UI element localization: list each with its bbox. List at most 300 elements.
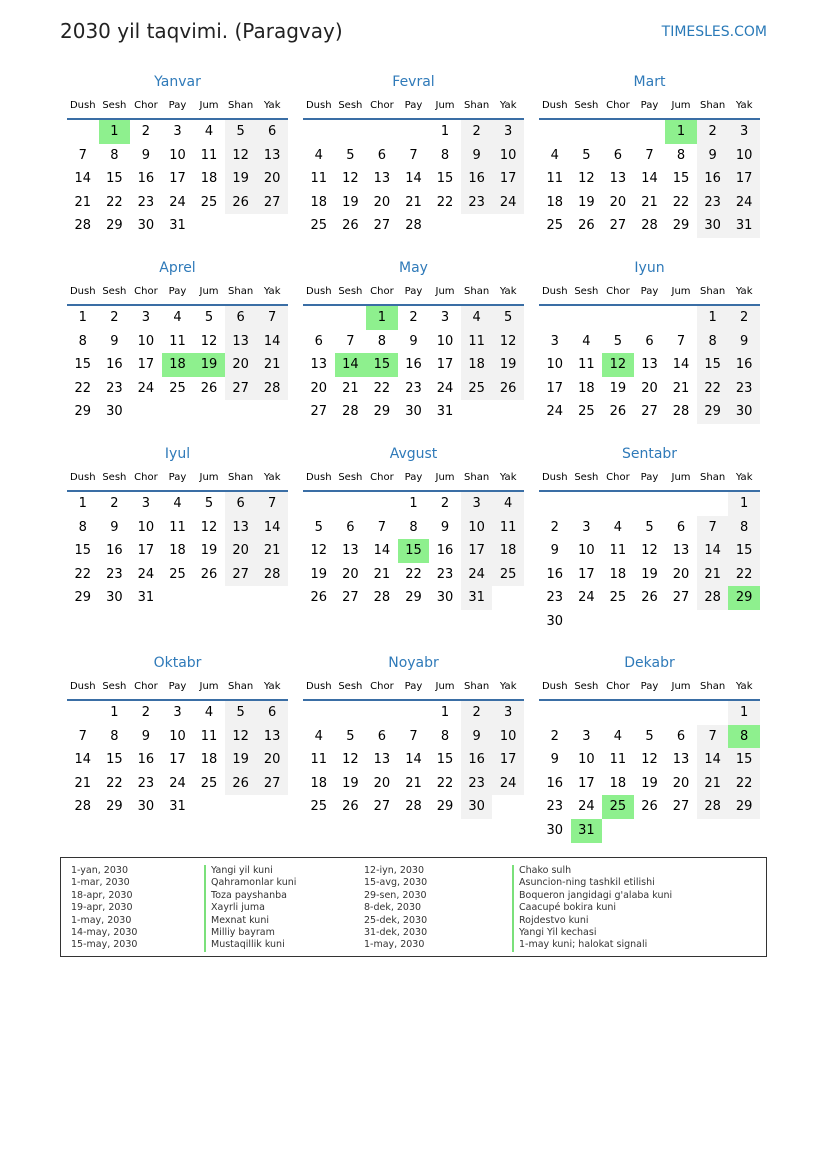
day-cell: 7: [697, 725, 729, 749]
day-cell: 21: [672, 380, 690, 396]
day-cell: 17: [728, 167, 760, 191]
day-cell: 24: [492, 772, 524, 796]
day-cell: 12: [342, 171, 359, 187]
day-cell: 16: [106, 357, 123, 373]
weekday-label: Sesh: [102, 681, 127, 692]
weekday-label: Chor: [134, 286, 158, 297]
empty-day-cell: [634, 306, 666, 330]
weekday-label: Shan: [228, 472, 254, 483]
day-cell: 7: [377, 519, 387, 535]
holiday-name: Mustaqillik kuni: [204, 939, 296, 951]
empty-day-cell: [256, 400, 288, 424]
day-cell: 27: [373, 218, 391, 234]
empty-day-cell: [728, 819, 760, 843]
day-cell: 1: [78, 310, 87, 325]
day-cell: 11: [609, 752, 627, 768]
day-cell: 2: [461, 701, 493, 725]
weekday-label: Jum: [671, 286, 691, 297]
page-title: 2030 yil taqvimi. (Paragvay): [60, 19, 343, 43]
weekday-label: Yak: [263, 681, 281, 692]
weekday-label: Pay: [640, 286, 659, 297]
empty-day-cell: [665, 819, 697, 843]
day-cell: 12: [310, 543, 328, 559]
weekday-label: Shan: [228, 100, 254, 111]
month-title: Iyun: [634, 260, 665, 276]
day-cell: 15: [106, 752, 123, 768]
day-cell: 1: [728, 492, 760, 516]
weekday-label: Dush: [541, 100, 568, 111]
weekday-header: [303, 675, 524, 701]
weekday-label: Dush: [69, 100, 96, 111]
day-cell: 27: [672, 590, 690, 606]
day-cell: 30: [137, 799, 155, 815]
weekday-label: Chor: [134, 681, 158, 692]
day-cell: 18: [492, 539, 524, 563]
week-row: [67, 492, 288, 516]
weekday-label: Yak: [499, 681, 517, 692]
weekday-label: Sesh: [574, 681, 599, 692]
month-mart: [539, 70, 760, 238]
day-cell: 9: [409, 333, 418, 349]
day-cell: 2: [141, 705, 151, 720]
day-cell: 19: [225, 167, 257, 191]
day-cell: 21: [74, 194, 92, 210]
day-cell: 16: [461, 748, 493, 772]
day-cell: 4: [173, 310, 182, 325]
day-cell: 18: [609, 566, 627, 582]
day-cell: 8: [728, 516, 760, 540]
day-cell: 16: [137, 171, 155, 187]
weekday-label: Sesh: [574, 286, 599, 297]
empty-day-cell: [492, 795, 524, 819]
month-title: Avgust: [389, 446, 438, 462]
empty-day-cell: [335, 120, 367, 144]
holiday-names-column-2: [512, 865, 672, 952]
day-cell: 13: [256, 725, 288, 749]
day-cell: 25: [200, 194, 218, 210]
day-cell: 23: [436, 566, 454, 582]
holiday-date: 8-dek, 2030: [364, 902, 422, 914]
day-cell: 23: [546, 799, 564, 815]
weekday-label: Sesh: [102, 286, 127, 297]
day-cell: 26: [342, 799, 359, 815]
empty-day-cell: [665, 306, 697, 330]
day-cell: 7: [78, 728, 87, 744]
holiday-date: 1-may, 2030: [71, 914, 132, 926]
empty-day-cell: [193, 795, 225, 819]
day-cell: 4: [204, 705, 214, 720]
day-cell: 24: [578, 799, 595, 815]
day-cell: 13: [225, 516, 257, 540]
day-cell: 18: [609, 775, 627, 791]
day-cell: 26: [492, 377, 524, 401]
day-cell: 15: [436, 752, 454, 768]
week-row: [539, 400, 760, 424]
week-row: [539, 167, 760, 191]
day-cell: 27: [256, 191, 288, 215]
day-cell: 13: [373, 752, 391, 768]
week-row: [539, 539, 760, 563]
day-cell: 22: [728, 772, 760, 796]
day-cell: 7: [697, 516, 729, 540]
month-iyun: [539, 256, 760, 424]
day-cell: 30: [697, 214, 729, 238]
weekday-label: Shan: [464, 472, 490, 483]
holiday-date: 1-yan, 2030: [71, 865, 128, 876]
day-cell: 2: [141, 124, 151, 139]
empty-day-cell: [697, 492, 729, 516]
weekday-label: Pay: [168, 681, 187, 692]
weekday-label: Yak: [735, 472, 753, 483]
day-cell: 2: [697, 120, 729, 144]
weekday-label: Chor: [370, 472, 394, 483]
weekday-label: Shan: [700, 681, 726, 692]
empty-day-cell: [634, 492, 666, 516]
day-cell: 23: [461, 191, 493, 215]
day-cell: 5: [645, 728, 654, 744]
day-cell: 19: [342, 194, 359, 210]
day-cell: 22: [74, 380, 92, 396]
day-cell: 28: [342, 404, 359, 420]
day-cell: 23: [106, 380, 123, 396]
day-cell: 18: [461, 353, 493, 377]
holiday-name: Caacupé bokira kuni: [512, 902, 672, 914]
day-cell: 28: [641, 218, 658, 234]
weekday-label: Jum: [435, 472, 455, 483]
day-cell: 12: [492, 330, 524, 354]
empty-day-cell: [665, 492, 697, 516]
weekday-label: Jum: [199, 472, 219, 483]
day-cell: 3: [728, 120, 760, 144]
day-cell: 12: [200, 519, 218, 535]
weekday-label: Dush: [305, 286, 332, 297]
empty-day-cell: [193, 586, 225, 610]
weekday-label: Sesh: [338, 286, 363, 297]
day-cell: 10: [461, 516, 493, 540]
day-cell: 21: [256, 539, 288, 563]
day-cell: 20: [672, 566, 690, 582]
day-cell: 10: [492, 725, 524, 749]
day-cell: 10: [169, 728, 186, 744]
weekday-header: [303, 280, 524, 306]
week-row: [67, 330, 288, 354]
holiday-day-cell: 15: [366, 353, 398, 377]
weekday-header: [303, 466, 524, 492]
empty-day-cell: [303, 701, 335, 725]
day-cell: 3: [492, 701, 524, 725]
day-cell: 31: [169, 218, 186, 234]
day-cell: 17: [436, 357, 454, 373]
empty-day-cell: [602, 701, 634, 725]
day-cell: 14: [405, 171, 422, 187]
day-cell: 25: [492, 563, 524, 587]
day-cell: 21: [697, 772, 729, 796]
day-cell: 11: [609, 543, 627, 559]
day-cell: 7: [256, 306, 288, 330]
weekday-label: Dush: [541, 472, 568, 483]
day-cell: 17: [169, 171, 186, 187]
holiday-day-cell: 31: [571, 819, 603, 843]
day-cell: 29: [672, 218, 690, 234]
holiday-name: Boqueron jangidagi g'alaba kuni: [512, 890, 672, 902]
day-cell: 9: [461, 144, 493, 168]
empty-day-cell: [130, 400, 162, 424]
week-row: [539, 353, 760, 377]
holiday-date: 12-iyn, 2030: [364, 865, 425, 876]
day-cell: 25: [461, 377, 493, 401]
day-cell: 16: [137, 752, 155, 768]
day-cell: 18: [200, 171, 218, 187]
empty-day-cell: [571, 120, 603, 144]
day-cell: 10: [137, 519, 155, 535]
month-may: [303, 256, 524, 424]
day-cell: 7: [676, 333, 686, 349]
day-cell: 23: [106, 566, 123, 582]
day-cell: 29: [405, 590, 422, 606]
day-cell: 19: [641, 775, 658, 791]
day-cell: 3: [141, 310, 151, 325]
day-cell: 24: [728, 191, 760, 215]
empty-day-cell: [697, 701, 729, 725]
day-cell: 6: [645, 333, 654, 349]
day-cell: 27: [256, 772, 288, 796]
day-cell: 29: [74, 590, 92, 606]
day-cell: 10: [728, 144, 760, 168]
day-cell: 1: [78, 496, 87, 511]
day-cell: 7: [78, 147, 87, 163]
week-row: [539, 586, 760, 610]
empty-day-cell: [225, 795, 257, 819]
holiday-day-cell: 18: [162, 353, 194, 377]
weekday-label: Dush: [305, 100, 332, 111]
day-cell: 6: [346, 519, 355, 535]
day-cell: 3: [550, 333, 559, 349]
day-cell: 28: [74, 218, 92, 234]
day-cell: 6: [256, 701, 288, 725]
month-title: Oktabr: [153, 655, 202, 671]
week-row: [539, 120, 760, 144]
day-cell: 26: [342, 218, 359, 234]
week-row: [539, 191, 760, 215]
week-row: [303, 144, 524, 168]
day-cell: 4: [492, 492, 524, 516]
day-cell: 8: [697, 330, 729, 354]
week-row: [539, 492, 760, 516]
day-cell: 2: [110, 496, 119, 511]
week-row: [67, 772, 288, 796]
weekday-label: Chor: [134, 472, 158, 483]
month-dekabr: [539, 651, 760, 843]
empty-day-cell: [492, 214, 524, 238]
holiday-date: 15-may, 2030: [71, 939, 138, 951]
day-cell: 23: [405, 380, 422, 396]
empty-day-cell: [366, 492, 398, 516]
weekday-label: Jum: [199, 681, 219, 692]
week-row: [303, 563, 524, 587]
holiday-date: 18-apr, 2030: [71, 889, 133, 901]
weekday-label: Shan: [700, 100, 726, 111]
day-cell: 25: [609, 590, 627, 606]
day-cell: 12: [342, 752, 359, 768]
day-cell: 15: [74, 543, 92, 559]
day-cell: 22: [672, 194, 690, 210]
weekday-label: Jum: [199, 100, 219, 111]
month-title: Mart: [633, 74, 666, 90]
weekday-label: Dush: [305, 681, 332, 692]
day-cell: 8: [676, 147, 686, 163]
empty-day-cell: [67, 120, 99, 144]
day-cell: 19: [342, 775, 359, 791]
day-cell: 23: [461, 772, 493, 796]
day-cell: 7: [346, 333, 355, 349]
day-cell: 19: [492, 353, 524, 377]
day-cell: 7: [256, 492, 288, 516]
day-cell: 10: [169, 147, 186, 163]
day-cell: 5: [204, 496, 214, 511]
day-cell: 27: [672, 799, 690, 815]
day-cell: 6: [314, 333, 323, 349]
weekday-label: Yak: [735, 681, 753, 692]
day-cell: 20: [373, 775, 391, 791]
month-iyul: [67, 442, 288, 610]
empty-day-cell: [728, 610, 760, 634]
weekday-label: Jum: [199, 286, 219, 297]
day-cell: 20: [641, 380, 658, 396]
day-cell: 23: [697, 191, 729, 215]
day-cell: 21: [697, 563, 729, 587]
holiday-legend: [60, 857, 767, 957]
brand-link[interactable]: TIMESLES.COM: [661, 24, 767, 40]
day-cell: 28: [672, 404, 690, 420]
day-cell: 11: [546, 171, 564, 187]
day-cell: 21: [342, 380, 359, 396]
day-cell: 2: [440, 496, 450, 511]
day-cell: 16: [436, 543, 454, 559]
day-cell: 26: [578, 218, 595, 234]
day-cell: 22: [436, 194, 454, 210]
day-cell: 18: [310, 775, 328, 791]
day-cell: 24: [169, 775, 186, 791]
empty-day-cell: [256, 586, 288, 610]
day-cell: 22: [74, 566, 92, 582]
weekday-label: Sesh: [338, 472, 363, 483]
holiday-date: 29-sen, 2030: [364, 889, 427, 901]
day-cell: 30: [461, 795, 493, 819]
weekday-label: Dush: [69, 286, 96, 297]
empty-day-cell: [602, 610, 634, 634]
day-cell: 1: [110, 705, 119, 720]
holiday-dates-column-1: [71, 865, 137, 952]
holiday-day-cell: 1: [665, 120, 697, 144]
day-cell: 6: [613, 147, 623, 163]
weekday-label: Chor: [606, 286, 630, 297]
weekday-label: Sesh: [102, 472, 127, 483]
week-row: [67, 516, 288, 540]
month-avgust: [303, 442, 524, 610]
day-cell: 12: [225, 144, 257, 168]
empty-day-cell: [697, 819, 729, 843]
weekday-label: Shan: [228, 286, 254, 297]
week-row: [303, 400, 524, 424]
day-cell: 8: [440, 147, 450, 163]
day-cell: 29: [74, 404, 92, 420]
day-cell: 22: [436, 775, 454, 791]
day-cell: 20: [342, 566, 359, 582]
month-aprel: [67, 256, 288, 424]
weekday-label: Jum: [435, 286, 455, 297]
day-cell: 13: [225, 330, 257, 354]
day-cell: 2: [461, 120, 493, 144]
day-cell: 14: [641, 171, 658, 187]
week-row: [303, 586, 524, 610]
day-cell: 10: [578, 752, 595, 768]
weekday-label: Shan: [464, 681, 490, 692]
day-cell: 29: [436, 799, 454, 815]
day-cell: 10: [578, 543, 595, 559]
weekday-label: Dush: [541, 286, 568, 297]
weekday-label: Chor: [370, 100, 394, 111]
empty-day-cell: [303, 120, 335, 144]
day-cell: 14: [672, 357, 690, 373]
week-row: [303, 772, 524, 796]
day-cell: 25: [546, 218, 564, 234]
day-cell: 15: [106, 171, 123, 187]
day-cell: 9: [141, 728, 151, 744]
day-cell: 20: [609, 194, 627, 210]
day-cell: 9: [728, 330, 760, 354]
day-cell: 14: [74, 171, 92, 187]
day-cell: 17: [137, 357, 155, 373]
day-cell: 3: [141, 496, 151, 511]
weekday-label: Shan: [700, 286, 726, 297]
day-cell: 13: [342, 543, 359, 559]
day-cell: 30: [106, 404, 123, 420]
day-cell: 31: [169, 799, 186, 815]
weekday-label: Dush: [541, 681, 568, 692]
empty-day-cell: [697, 610, 729, 634]
day-cell: 18: [578, 380, 595, 396]
weekday-header: [67, 675, 288, 701]
day-cell: 8: [78, 519, 87, 535]
week-row: [67, 353, 288, 377]
empty-day-cell: [571, 701, 603, 725]
week-row: [539, 144, 760, 168]
week-row: [67, 400, 288, 424]
empty-day-cell: [634, 819, 666, 843]
day-cell: 22: [373, 380, 391, 396]
week-row: [67, 167, 288, 191]
holiday-name: Qahramonlar kuni: [204, 877, 296, 889]
day-cell: 14: [405, 752, 422, 768]
empty-day-cell: [602, 120, 634, 144]
empty-day-cell: [571, 610, 603, 634]
day-cell: 9: [110, 333, 119, 349]
empty-day-cell: [602, 306, 634, 330]
day-cell: 8: [377, 333, 387, 349]
day-cell: 26: [225, 191, 257, 215]
day-cell: 2: [550, 728, 559, 744]
week-row: [539, 610, 760, 634]
day-cell: 9: [141, 147, 151, 163]
weekday-label: Pay: [168, 286, 187, 297]
day-cell: 13: [609, 171, 627, 187]
day-cell: 20: [256, 748, 288, 772]
day-cell: 1: [697, 306, 729, 330]
day-cell: 27: [609, 218, 627, 234]
day-cell: 4: [613, 728, 623, 744]
month-title: Fevral: [392, 74, 435, 90]
month-title: Aprel: [159, 260, 196, 276]
